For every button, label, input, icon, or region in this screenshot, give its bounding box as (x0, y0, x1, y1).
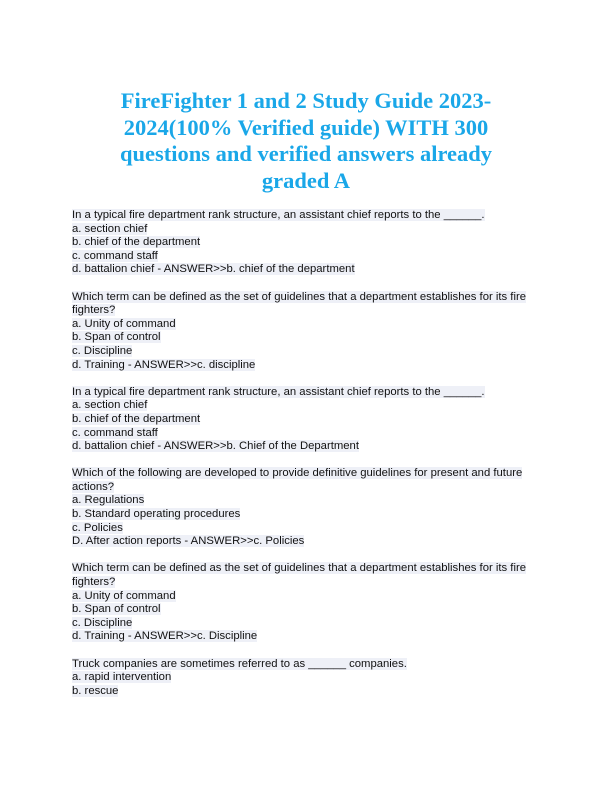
question-text: Which term can be defined as the set of guidelines that a department establishes for its fire fighters? (72, 290, 527, 317)
answer-option: c. Discipline (72, 616, 133, 629)
answer-option: b. Standard operating procedures (72, 508, 241, 521)
answer-option: b. chief of the department (72, 412, 201, 425)
answer-option: d. Training - ANSWER>>c. Discipline (72, 630, 258, 643)
answer-option: b. chief of the department (72, 236, 201, 249)
answer-option: c. command staff (72, 249, 158, 262)
question-block-4 (72, 467, 542, 549)
answer-option: a. Unity of command (72, 317, 176, 330)
answer-option: a. Regulations (72, 494, 145, 507)
question-text: Truck companies are sometimes referred to as ______ companies. (72, 657, 407, 670)
question-text: Which term can be defined as the set of guidelines that a department establishes for its fire fighters? (72, 562, 527, 589)
answer-option: c. Policies (72, 521, 123, 534)
question-text: In a typical fire department rank structure, an assistant chief reports to the ______. (72, 385, 485, 398)
answer-option: d. battalion chief - ANSWER>>b. chief of the department (72, 263, 355, 276)
question-text: Which of the following are developed to provide definitive guidelines for present and future actions? (72, 467, 523, 493)
answer-option: a. section chief (72, 399, 148, 412)
answer-option: c. command staff (72, 426, 158, 439)
question-text: In a typical fire department rank structure, an assistant chief reports to the ______. (72, 209, 485, 221)
question-block-1 (72, 209, 542, 277)
document-title: FireFighter 1 and 2 Study Guide 2023-2024(100% Verified guide) WITH 300 questions and verified answers already graded A (119, 88, 493, 193)
answer-option: c. Discipline (72, 344, 133, 357)
answer-option: a. rapid intervention (72, 671, 172, 684)
question-block-3 (72, 386, 542, 454)
question-block-2 (72, 291, 542, 373)
answer-option: b. Span of control (72, 603, 161, 616)
answer-option: d. Training - ANSWER>>c. discipline (72, 358, 256, 371)
answer-option: a. section chief (72, 222, 148, 235)
answer-option: a. Unity of command (72, 589, 176, 602)
answer-option: D. After action reports - ANSWER>>c. Policies (72, 535, 305, 548)
answer-option: d. battalion chief - ANSWER>>b. Chief of the Department (72, 440, 359, 453)
answer-option: b. Span of control (72, 331, 161, 344)
question-block-6 (72, 658, 542, 699)
question-block-5 (72, 562, 542, 644)
question-list (72, 209, 542, 712)
answer-option: b. rescue (72, 684, 119, 697)
